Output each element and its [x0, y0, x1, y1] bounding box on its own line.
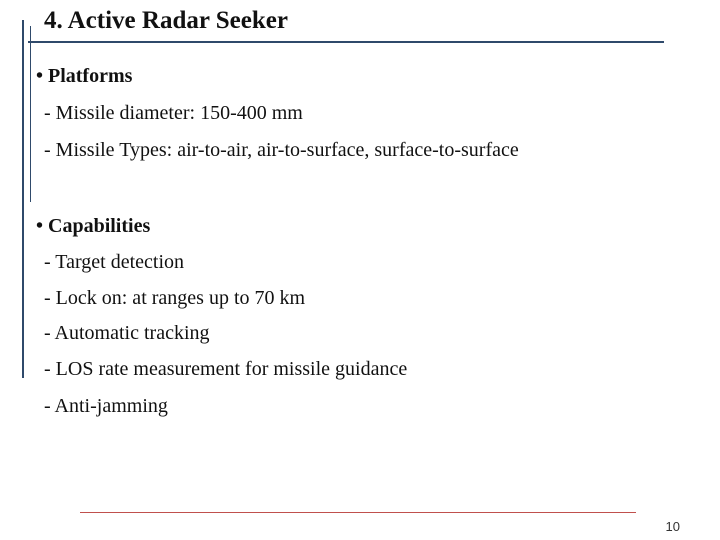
left-accent-line — [22, 20, 24, 378]
section-heading-capabilities: • Capabilities — [36, 215, 151, 237]
list-item: - Anti-jamming — [44, 395, 168, 417]
list-item: - Missile Types: air-to-air, air-to-surface, surface-to-surface — [44, 139, 519, 161]
footer-rule — [80, 512, 636, 513]
list-item: - Target detection — [44, 251, 185, 273]
list-item: - Lock on: at ranges up to 70 km — [44, 287, 306, 309]
list-item: - LOS rate measurement for missile guidance — [44, 358, 408, 380]
page-number: 10 — [665, 519, 680, 534]
list-item: - Automatic tracking — [44, 322, 210, 344]
section-heading-platforms: • Platforms — [36, 65, 133, 87]
title-underline — [28, 41, 664, 43]
list-item: - Missile diameter: 150-400 mm — [44, 102, 303, 124]
left-accent-line-inner — [30, 26, 31, 202]
slide-title: 4. Active Radar Seeker — [44, 7, 288, 34]
